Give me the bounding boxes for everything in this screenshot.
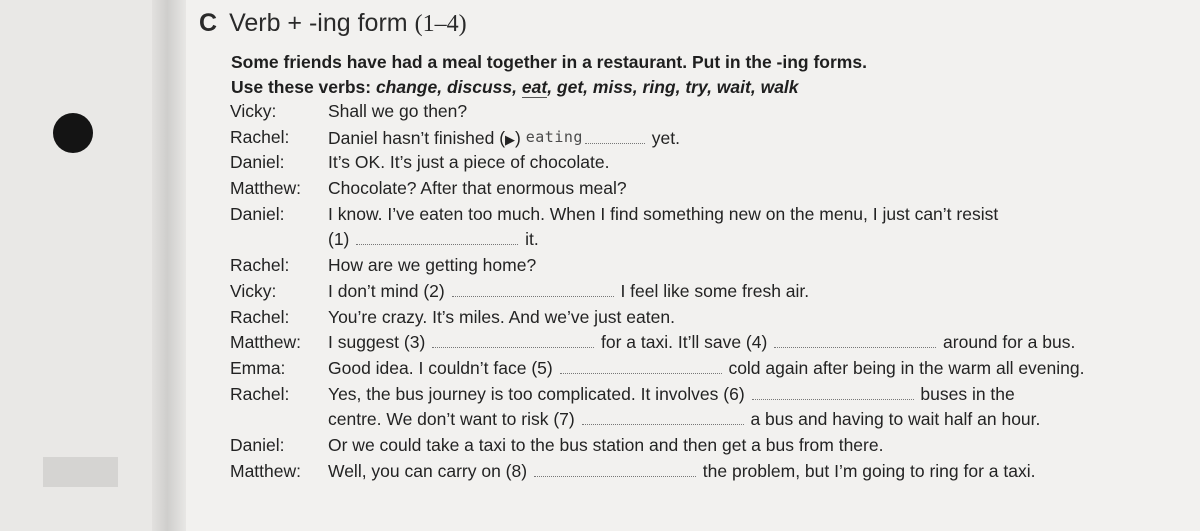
text-segment: cold again after being in the warm all evening.: [723, 357, 1085, 378]
answer-blank[interactable]: [752, 386, 914, 400]
dialogue-line: [230, 99, 1170, 125]
section-title: Verb + -ing form: [229, 9, 408, 37]
line-text: [328, 279, 809, 304]
answer-blank[interactable]: [582, 411, 744, 425]
margin-tab: [43, 457, 118, 487]
dialogue-line: [230, 330, 1170, 356]
speaker-name: Matthew:: [230, 332, 301, 353]
dialogue-line: [230, 305, 1170, 331]
text-segment: You’re crazy. It’s miles. And we’ve just eaten.: [328, 306, 675, 327]
punch-hole: [53, 113, 93, 153]
line-text: [328, 330, 1075, 355]
handwritten-answer: eating: [525, 127, 583, 146]
text-segment: the problem, but I’m going to ring for a taxi.: [697, 460, 1036, 481]
line-text: [328, 227, 539, 252]
line-text: [328, 305, 675, 330]
text-segment: buses in the: [915, 383, 1015, 404]
text-segment: for a taxi. It’ll save (4): [596, 332, 773, 353]
text-segment: I don’t mind (2): [328, 280, 450, 301]
verb-change: change: [375, 77, 438, 97]
dialogue-line: [230, 433, 1170, 459]
dialogue-line: [230, 253, 1170, 279]
text-segment: it.: [520, 229, 539, 250]
text-segment: centre. We don’t want to risk (7): [328, 409, 580, 430]
verb-try: try: [685, 77, 708, 97]
verb-wait: wait: [716, 77, 751, 97]
text-segment: Shall we go then?: [328, 101, 468, 121]
answer-blank[interactable]: [452, 283, 614, 297]
text-segment: Well, you can carry on (8): [328, 460, 532, 481]
line-text: [328, 459, 1035, 484]
verb-walk: walk: [760, 77, 799, 97]
text-segment: yet.: [646, 127, 681, 148]
verbs: change, discuss, eat, get, miss, ring, try, wait, walk: [375, 77, 799, 97]
line-text: [328, 433, 883, 458]
text-segment: a bus and having to wait half an hour.: [745, 409, 1041, 430]
speaker-name: Emma:: [230, 357, 286, 378]
answer-blank[interactable]: [534, 463, 696, 477]
speaker-name: Vicky:: [230, 101, 277, 121]
text-segment: Chocolate? After that enormous meal?: [328, 178, 627, 199]
dialogue-line: [230, 227, 1170, 253]
speaker-name: Rachel:: [230, 255, 290, 276]
page-fold: [152, 0, 186, 531]
text-segment: Good idea. I couldn’t face (5): [328, 357, 558, 378]
dialogue-line: [230, 202, 1170, 228]
verb-miss: miss: [592, 77, 633, 97]
section-letter: C: [199, 9, 218, 37]
text-segment: Or we could take a taxi to the bus station and then get a bus from there.: [328, 434, 884, 455]
example-arrow-icon: ▶: [505, 131, 516, 147]
line-text: [328, 176, 627, 201]
text-segment: around for a bus.: [938, 332, 1076, 353]
binder-margin: [0, 0, 171, 531]
speaker-name: Rachel:: [230, 383, 290, 404]
speaker-name: Daniel:: [230, 434, 285, 455]
section-range: (1–4): [414, 11, 467, 37]
text-segment: ): [515, 127, 526, 148]
speaker-name: Vicky:: [230, 280, 277, 301]
speaker-name: Daniel:: [230, 152, 285, 173]
answer-blank[interactable]: [774, 334, 936, 348]
verb-eat: eat: [521, 77, 548, 97]
text-segment: Yes, the bus journey is too complicated. It involves (6): [328, 383, 750, 404]
line-text: [328, 125, 680, 152]
verb-ring: ring: [642, 77, 676, 97]
line-text: [328, 253, 536, 278]
section-heading: [199, 8, 467, 39]
dialogue-line: [230, 279, 1170, 305]
text-segment: Daniel hasn’t finished (: [328, 127, 506, 148]
dialogue-line: [230, 125, 1170, 151]
verb-list-prefix: Use these verbs:: [231, 77, 372, 97]
instruction-text: Some friends have had a meal together in a restaurant. Put in the -ing forms.: [231, 52, 867, 72]
speaker-name: Matthew:: [230, 178, 301, 199]
answer-blank[interactable]: [356, 231, 518, 245]
text-segment: (1): [328, 229, 355, 250]
text-segment: How are we getting home?: [328, 255, 537, 276]
text-segment: I know. I’ve eaten too much. When I find something new on the menu, I just can’t resist: [328, 203, 999, 224]
line-text: [328, 202, 998, 227]
dialogue-line: [230, 382, 1170, 408]
speaker-name: Rachel:: [230, 126, 290, 147]
speaker-name: Daniel:: [230, 203, 285, 224]
line-text: [328, 99, 467, 124]
dialogue-line: [230, 356, 1170, 382]
text-segment: I suggest (3): [328, 332, 431, 353]
dialogue: [230, 99, 1170, 484]
dialogue-line: [230, 176, 1170, 202]
text-segment: It’s OK. It’s just a piece of chocolate.: [328, 152, 610, 173]
line-text: [328, 382, 1015, 407]
dialogue-line: [230, 459, 1170, 485]
verb-list: [231, 75, 799, 99]
line-text: [328, 407, 1040, 432]
line-text: [328, 150, 609, 175]
verb-discuss: discuss: [446, 77, 513, 97]
speaker-name: Rachel:: [230, 306, 290, 327]
text-segment: I feel like some fresh air.: [615, 280, 810, 301]
verb-get: get: [556, 77, 584, 97]
answer-blank[interactable]: [432, 334, 594, 348]
answer-blank[interactable]: [585, 130, 645, 144]
speaker-name: Matthew:: [230, 460, 301, 481]
dialogue-line: [230, 407, 1170, 433]
answer-blank[interactable]: [560, 360, 722, 374]
dialogue-line: [230, 150, 1170, 176]
line-text: [328, 356, 1085, 381]
